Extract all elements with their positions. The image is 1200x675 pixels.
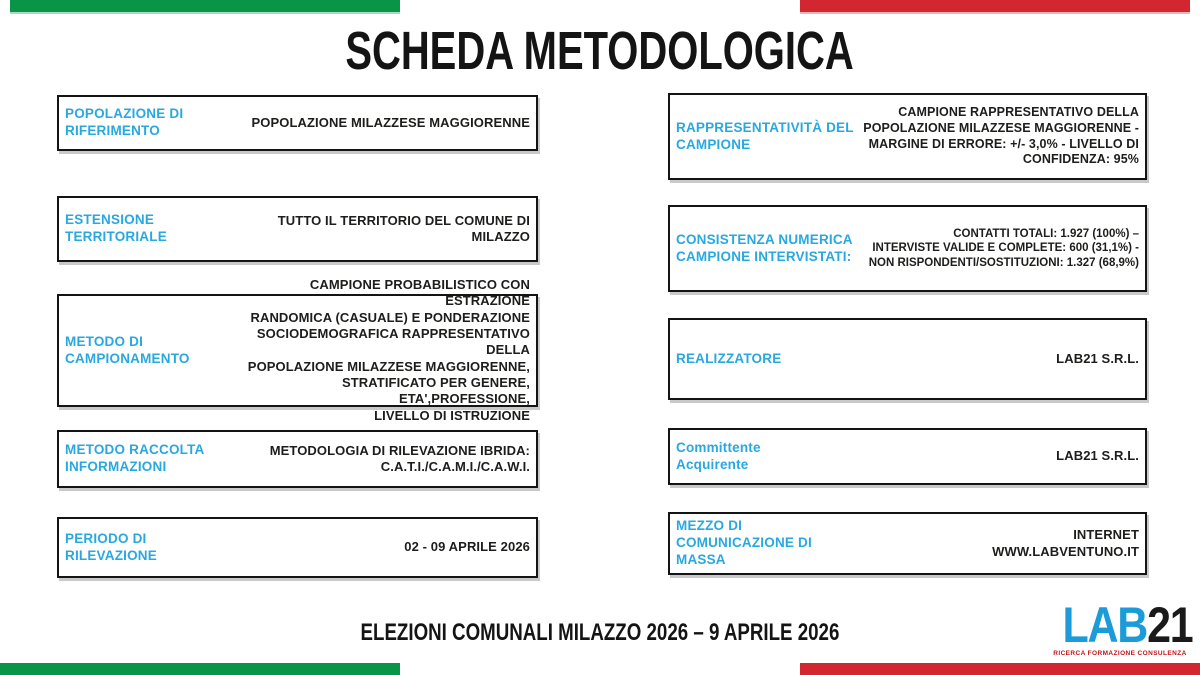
box-value: METODOLOGIA DI RILEVAZIONE IBRIDA: C.A.T.I./C.A.M.I./C.A.W.I. — [269, 442, 530, 474]
flag-stripe-top-green — [10, 0, 400, 12]
lab21-logo — [1052, 597, 1193, 658]
logo-text-21: 21 — [1147, 597, 1193, 653]
flag-stripe-top-red — [800, 0, 1190, 12]
info-box-committente-acquirente — [668, 428, 1147, 485]
box-value: TUTTO IL TERRITORIO DEL COMUNE DI MILAZZO — [277, 212, 530, 244]
box-label: Committente Acquirente — [676, 439, 761, 472]
box-label: PERIODO DI RILEVAZIONE — [65, 530, 157, 563]
flag-stripe-bottom-green — [0, 663, 400, 675]
info-box-consistenza-numerica — [668, 205, 1147, 292]
info-box-mezzo-comunicazione — [668, 512, 1147, 575]
info-box-realizzatore — [668, 318, 1147, 400]
box-label: MEZZO DI COMUNICAZIONE DI MASSA — [676, 518, 812, 567]
logo-tagline: RICERCA FORMAZIONE CONSULENZA — [1053, 650, 1187, 657]
box-value: LAB21 S.R.L. — [1056, 448, 1139, 464]
box-label: RAPPRESENTATIVITÀ DEL CAMPIONE — [676, 119, 854, 152]
box-value: 02 - 09 APRILE 2026 — [404, 539, 530, 555]
logo-text-lab: LAB — [1062, 597, 1148, 653]
flag-stripe-bottom-red — [800, 663, 1200, 675]
box-value: CAMPIONE RAPPRESENTATIVO DELLA POPOLAZIONE MILAZZESE MAGGIORENNE - MARGINE DI ERRORE: +/- 3,0% - LIVELLO DI CONFIDENZA: 95% — [863, 105, 1139, 167]
box-label: REALIZZATORE — [676, 350, 782, 366]
info-box-popolazione-riferimento — [57, 95, 538, 151]
box-value: CAMPIONE PROBABILISTICO CON ESTRAZIONE RANDOMICA (CASUALE) E PONDERAZIONE SOCIODEMOGRAFICA RAPPRESENTATIVO DELLA POPOLAZIONE MILAZZESE MAGGIORENNE, STRATIFICATO PER GENERE, ETA',PROFESSIONE, LIVELLO DI ISTRUZIONE — [247, 276, 530, 423]
box-value: POPOLAZIONE MILAZZESE MAGGIORENNE — [251, 114, 530, 130]
box-value: CONTATTI TOTALI: 1.927 (100%) – INTERVISTE VALIDE E COMPLETE: 600 (31,1%) - NON RISPONDENTI/SOSTITUZIONI: 1.327 (68,9%) — [868, 227, 1139, 269]
page-title: SCHEDA METODOLOGICA — [345, 21, 855, 81]
box-label: METODO DI CAMPIONAMENTO — [65, 333, 190, 366]
info-box-estensione-territoriale — [57, 196, 538, 262]
info-box-metodo-raccolta-informazioni — [57, 430, 538, 488]
info-box-rappresentativita-campione — [668, 93, 1147, 180]
info-box-metodo-campionamento — [57, 276, 538, 423]
box-value: INTERNET WWW.LABVENTUNO.IT — [992, 527, 1139, 559]
box-label: CONSISTENZA NUMERICA CAMPIONE INTERVISTATI: — [676, 231, 853, 264]
box-label: METODO RACCOLTA INFORMAZIONI — [65, 442, 205, 474]
box-label: POPOLAZIONE DI RIFERIMENTO — [65, 106, 184, 138]
footer-caption: ELEZIONI COMUNALI MILAZZO 2026 – 9 APRILE 2026 — [360, 619, 840, 646]
info-box-periodo-rilevazione — [57, 517, 538, 578]
lab21-wordmark — [1062, 597, 1193, 653]
box-value: LAB21 S.R.L. — [1056, 350, 1139, 366]
box-label: ESTENSIONE TERRITORIALE — [65, 212, 167, 244]
